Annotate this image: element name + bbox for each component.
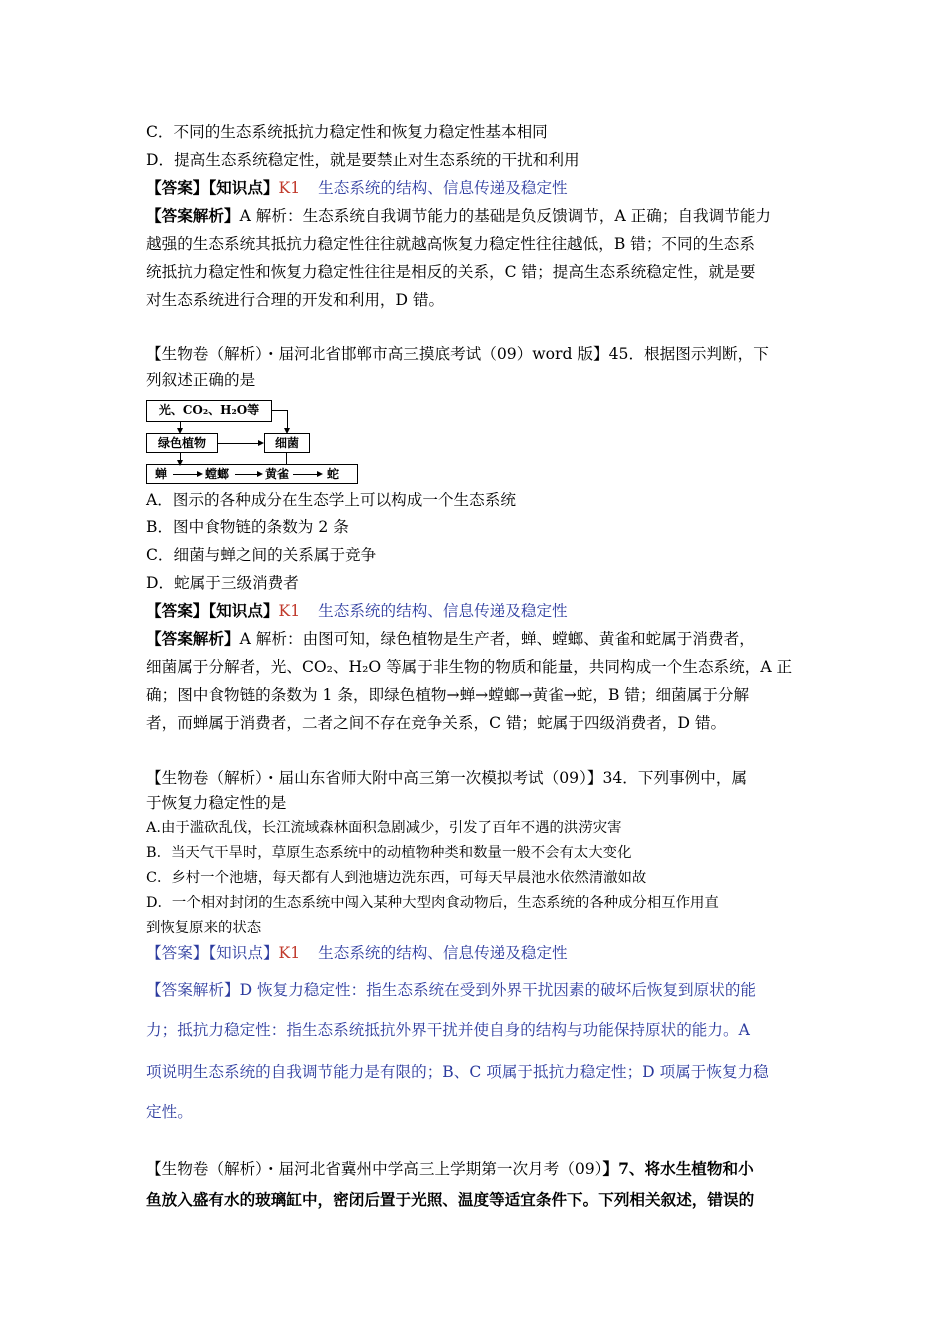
option-d-3: D．一个相对封闭的生态系统中闯入某种大型肉食动物后，生态系统的各种成分相互作用直 [146,895,719,911]
chain-node: 黄雀 [265,467,290,481]
arrow-down [180,453,181,464]
explanation-line: 项说明生态系统的自我调节能力是有限的；B、C 项属于抵抗力稳定性；D 项属于恢复力稳 [146,1063,769,1081]
option-d-3-cont: 到恢复原来的状态 [146,920,262,936]
answer-line-1 [146,178,568,198]
question-header: 【生物卷（解析）・届河北省冀州中学高三上学期第一次月考（09）】7、将水生植物和小 [146,1159,754,1178]
knowledge-topic: 生态系统的结构、信息传递及稳定性 [318,944,568,962]
explanation-line: 者，而蝉属于消费者，二者之间不存在竞争关系，C 错；蛇属于四级消费者，D 错。 [146,714,727,732]
question-header: 【生物卷（解析）・届山东省师大附中高三第一次模拟考试（09）】34．下列事例中，属 [146,769,748,787]
knowledge-code: K1 [278,602,301,620]
answer-tag: 【答案】【知识点】 [146,601,279,620]
answer-line-2 [146,601,568,621]
connector-line [286,453,287,464]
knowledge-topic: 生态系统的结构、信息传递及稳定性 [318,179,568,197]
bacteria-box: 细菌 [264,433,310,453]
option-b-2: B．图中食物链的条数为 2 条 [146,518,349,536]
knowledge-code: K1 [278,179,301,197]
option-c-3: C．乡村一个池塘，每天都有人到池塘边洗东西，可每天早晨池水依然清澈如故 [146,870,647,886]
chain-node: 蝉 [155,467,168,481]
arrow-right [218,443,262,444]
arrow-right [173,474,201,475]
food-web-diagram [146,400,360,486]
knowledge-topic: 生态系统的结构、信息传递及稳定性 [318,602,568,620]
knowledge-code: K1 [278,944,301,962]
explanation-line: 【答案解析】A 解析：由图可知，绿色植物是生产者，蝉、螳螂、黄雀和蛇属于消费者， [146,629,755,648]
explanation-line: 力；抵抗力稳定性：指生态系统抵抗外界干扰并使自身的结构与功能保持原状的能力。A [146,1021,750,1039]
answer-tag: 【答案】【知识点】 [146,178,279,197]
abiotic-box: 光、CO₂、H₂O等 [146,400,272,422]
explanation-tag: 【答案解析】 [146,206,240,225]
explanation-line: 定性。 [146,1103,193,1121]
question-text: 鱼放入盛有水的玻璃缸中，密闭后置于光照、温度等适宜条件下。下列相关叙述，错误的 [146,1190,755,1209]
option-d-2: D．蛇属于三级消费者 [146,574,299,592]
chain-node: 蛇 [327,467,340,481]
answer-line-3 [146,943,568,963]
arrow-right [293,474,321,475]
option-c-2: C．细菌与蝉之间的关系属于竞争 [146,546,377,564]
question-header-cont: 于恢复力稳定性的是 [146,794,287,812]
explanation-line: 越强的生态系统其抵抗力稳定性往往就越高恢复力稳定性往往越低，B 错；不同的生态系 [146,235,755,253]
option-c-1: C．不同的生态系统抵抗力稳定性和恢复力稳定性基本相同 [146,123,548,141]
explanation-line: 【答案解析】D 恢复力稳定性：指生态系统在受到外界干扰因素的破坏后恢复到原状的能 [146,981,757,999]
answer-tag: 【答案】【知识点】 [146,944,279,962]
explanation-tag: 【答案解析】 [146,629,240,648]
explanation-line: 确；图中食物链的条数为 1 条，即绿色植物→蝉→螳螂→黄雀→蛇，B 错；细菌属于分解 [146,686,750,704]
explanation-line: 细菌属于分解者，光、CO₂、H₂O 等属于非生物的物质和能量，共同构成一个生态系统，A 正 [146,658,793,676]
chain-node: 螳螂 [205,467,230,481]
food-chain-box [146,464,358,484]
option-d-1: D．提高生态系统稳定性，就是要禁止对生态系统的干扰和利用 [146,151,580,169]
option-b-3: B．当天气干旱时，草原生态系统中的动植物种类和数量一般不会有太大变化 [146,845,632,861]
connector-line [272,410,288,411]
question-header-cont: 列叙述正确的是 [146,371,256,389]
arrow-down [180,422,181,432]
explanation-line: 对生态系统进行合理的开发和利用，D 错。 [146,291,445,309]
explanation-line: 【答案解析】A 解析：生态系统自我调节能力的基础是负反馈调节，A 正确；自我调节能力 [146,206,772,225]
question-header: 【生物卷（解析）・届河北省邯郸市高三摸底考试（09）word 版】45．根据图示判断，下 [146,345,769,363]
option-a-3: A.由于滥砍乱伐，长江流域森林面积急剧减少，引发了百年不遇的洪涝灾害 [146,820,622,836]
arrow-down [287,410,288,432]
option-a-2: A．图示的各种成分在生态学上可以构成一个生态系统 [146,491,516,509]
arrow-right [235,474,261,475]
plant-box: 绿色植物 [146,433,218,453]
explanation-line: 统抵抗力稳定性和恢复力稳定性往往是相反的关系，C 错；提高生态系统稳定性，就是要 [146,263,756,281]
